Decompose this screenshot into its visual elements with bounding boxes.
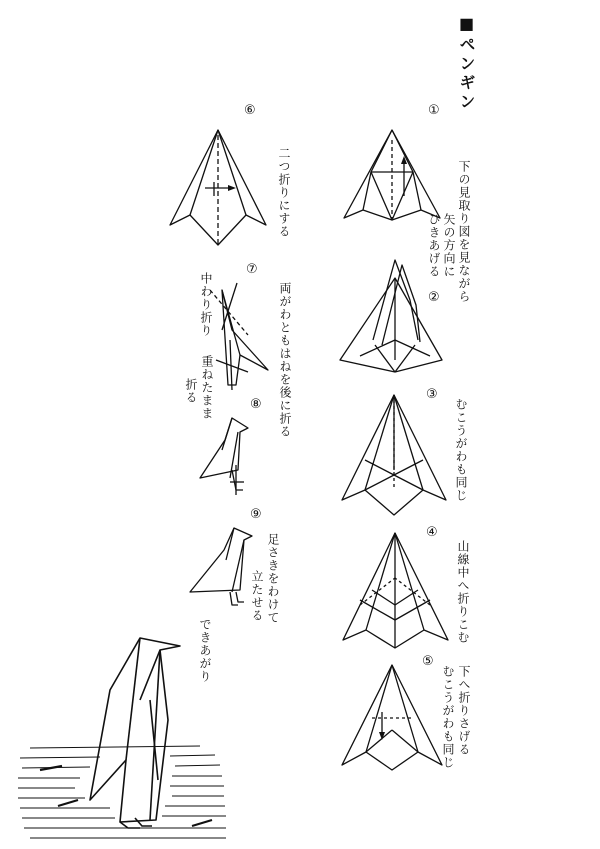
- step-3-number: ③: [426, 387, 438, 402]
- step-2-diagram: [340, 260, 442, 372]
- step-3-diagram: [342, 395, 446, 515]
- step-4-diagram: [343, 533, 448, 648]
- step-5-text-b: むこうがわも同じ: [441, 665, 455, 769]
- step-7-number: ⑦: [246, 262, 258, 277]
- step-8-number: ⑧: [250, 397, 262, 412]
- step-7-text-d: 中わり折り: [199, 272, 213, 337]
- step-9-number: ⑨: [250, 507, 262, 522]
- step-1-diagram: [344, 130, 440, 220]
- step-9-text-a: 足さきをわけて: [266, 533, 280, 624]
- step-5-number: ⑤: [422, 654, 434, 669]
- final-label: できあがり: [198, 618, 212, 683]
- step-1-text-a: 下の見取り図を見ながら: [457, 160, 471, 303]
- step-5-text-a: 下へ折りさげる: [457, 665, 471, 756]
- step-6-text: 二つ折りにする: [277, 147, 291, 238]
- step-7-diagram: [210, 283, 268, 390]
- step-8-diagram: [200, 418, 248, 495]
- step-4-text: 山線中へ折りこむ: [456, 540, 470, 644]
- step-7-text-c: 折る: [184, 378, 198, 404]
- step-7-text-b: 重ねたまま: [200, 355, 214, 420]
- step-6-diagram: [170, 130, 266, 245]
- step-3-text: むこうがわも同じ: [454, 398, 468, 502]
- step-4-number: ④: [426, 525, 438, 540]
- step-1-text-c: ひきあげる: [427, 213, 441, 278]
- step-1-text-b: 矢の方向に: [442, 213, 456, 278]
- step-6-number: ⑥: [244, 103, 256, 118]
- step-2-number: ②: [428, 290, 440, 305]
- step-9-text-b: 立たせる: [250, 570, 264, 622]
- title-text: ペンギン: [457, 36, 476, 112]
- title-marker: ■: [457, 14, 476, 36]
- step-9-diagram: [190, 528, 252, 605]
- step-7-text-a: 両がわともはねを後に折る: [278, 282, 292, 438]
- step-1-number: ①: [428, 103, 440, 118]
- final-penguin: [90, 638, 180, 828]
- step-5-diagram: [342, 665, 442, 770]
